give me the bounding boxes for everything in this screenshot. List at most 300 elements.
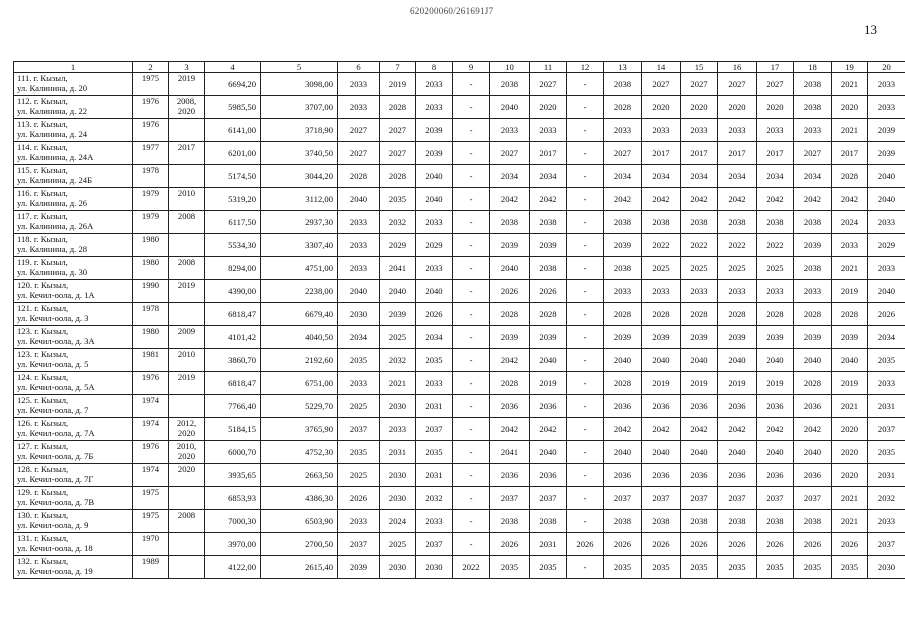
- renovation-year-cell: [169, 533, 205, 556]
- cell-col-12: -: [567, 326, 604, 349]
- cell-col-8: 2035: [416, 441, 453, 464]
- column-number-19: 19: [832, 62, 868, 73]
- cell-col-14: 2038: [642, 510, 681, 533]
- column-number-11: 11: [530, 62, 567, 73]
- cell-col-12: -: [567, 188, 604, 211]
- cell-col-5: 3707,00: [261, 96, 338, 119]
- cell-col-19: 2021: [832, 395, 868, 418]
- address-cell: [14, 326, 133, 349]
- cell-col-18: 2040: [794, 349, 832, 372]
- renovation-year-cell: [169, 257, 205, 280]
- cell-col-17: 2025: [757, 257, 794, 280]
- renovation-year-line: 2020: [177, 464, 196, 474]
- cell-col-19: 2021: [832, 510, 868, 533]
- cell-col-12: -: [567, 280, 604, 303]
- cell-col-6: 2039: [338, 556, 380, 579]
- cell-col-16: 2034: [718, 165, 757, 188]
- cell-col-6: 2035: [338, 441, 380, 464]
- cell-col-13: 2038: [604, 257, 642, 280]
- address-line-street: ул. Кечил-оола, д. 18: [17, 543, 93, 553]
- cell-col-6: 2033: [338, 211, 380, 234]
- cell-col-6: 2033: [338, 73, 380, 96]
- cell-col-12: -: [567, 418, 604, 441]
- cell-col-4: 7766,40: [205, 395, 261, 418]
- cell-col-6: 2033: [338, 257, 380, 280]
- cell-col-12: -: [567, 464, 604, 487]
- cell-col-17: 2026: [757, 533, 794, 556]
- cell-col-17: 2028: [757, 303, 794, 326]
- cell-col-12: -: [567, 73, 604, 96]
- cell-col-20: 2037: [868, 533, 905, 556]
- cell-col-20: 2030: [868, 556, 905, 579]
- cell-col-20: 2040: [868, 165, 905, 188]
- cell-col-6: 2033: [338, 234, 380, 257]
- cell-col-13: 2033: [604, 119, 642, 142]
- cell-col-4: 3935,65: [205, 464, 261, 487]
- cell-col-12: -: [567, 257, 604, 280]
- table-row: [14, 234, 905, 257]
- address-line-city: 123. г. Кызыл,: [17, 326, 69, 336]
- cell-col-15: 2038: [681, 510, 718, 533]
- renovation-year-cell: [169, 510, 205, 533]
- cell-col-5: 2615,40: [261, 556, 338, 579]
- cell-col-12: -: [567, 487, 604, 510]
- column-number-17: 17: [757, 62, 794, 73]
- renovation-year-line: 2019: [177, 73, 196, 83]
- cell-col-18: 2038: [794, 211, 832, 234]
- cell-col-17: 2038: [757, 510, 794, 533]
- cell-col-15: 2038: [681, 211, 718, 234]
- cell-col-20: 2029: [868, 234, 905, 257]
- cell-col-4: 6000,70: [205, 441, 261, 464]
- table-row: [14, 73, 905, 96]
- table-row: [14, 510, 905, 533]
- address-cell: [14, 142, 133, 165]
- address-line-street: ул. Кечил-оола, д. 3А: [17, 336, 95, 346]
- cell-col-7: 2035: [380, 188, 416, 211]
- cell-col-12: -: [567, 303, 604, 326]
- cell-col-8: 2033: [416, 510, 453, 533]
- cell-col-8: 2039: [416, 142, 453, 165]
- renovation-year-cell: [169, 556, 205, 579]
- cell-col-19: 2021: [832, 119, 868, 142]
- cell-col-13: 2040: [604, 441, 642, 464]
- cell-col-7: 2028: [380, 165, 416, 188]
- cell-col-20: 2026: [868, 303, 905, 326]
- table-row: [14, 165, 905, 188]
- cell-col-16: 2019: [718, 372, 757, 395]
- address-line-street: ул. Калинина, д. 26А: [17, 221, 94, 231]
- cell-col-12: -: [567, 119, 604, 142]
- address-line-street: ул. Калинина, д. 24: [17, 129, 88, 139]
- cell-col-12: 2026: [567, 533, 604, 556]
- cell-col-10: 2042: [490, 418, 530, 441]
- address-cell: [14, 372, 133, 395]
- cell-col-18: 2028: [794, 372, 832, 395]
- cell-col-14: 2025: [642, 257, 681, 280]
- cell-col-15: 2020: [681, 96, 718, 119]
- address-line-city: 114. г. Кызыл,: [17, 142, 68, 152]
- cell-col-6: 2037: [338, 533, 380, 556]
- cell-col-13: 2042: [604, 418, 642, 441]
- cell-col-12: -: [567, 211, 604, 234]
- renovation-year-line: 2020: [177, 106, 196, 116]
- address-line-city: 126. г. Кызыл,: [17, 418, 69, 428]
- address-line-city: 115. г. Кызыл,: [17, 165, 68, 175]
- address-line-city: 132. г. Кызыл,: [17, 556, 69, 566]
- cell-col-13: 2039: [604, 234, 642, 257]
- cell-col-15: 2026: [681, 533, 718, 556]
- address-cell: [14, 211, 133, 234]
- cell-col-14: 2034: [642, 165, 681, 188]
- renovation-year-line: 2019: [177, 372, 196, 382]
- cell-col-4: 6818,47: [205, 303, 261, 326]
- cell-col-9: -: [453, 349, 490, 372]
- renovation-year-cell: [169, 372, 205, 395]
- cell-col-20: 2033: [868, 211, 905, 234]
- cell-col-7: 2029: [380, 234, 416, 257]
- cell-col-16: 2033: [718, 280, 757, 303]
- cell-col-15: 2036: [681, 395, 718, 418]
- renovation-year-line: 2020: [177, 451, 196, 461]
- cell-col-13: 2037: [604, 487, 642, 510]
- cell-col-10: 2039: [490, 234, 530, 257]
- renovation-year-cell: [169, 234, 205, 257]
- cell-col-11: 2028: [530, 303, 567, 326]
- cell-col-8: 2033: [416, 73, 453, 96]
- cell-col-15: 2042: [681, 188, 718, 211]
- cell-col-13: 2039: [604, 326, 642, 349]
- cell-col-9: -: [453, 303, 490, 326]
- repair-schedule-table: [13, 61, 905, 579]
- cell-col-5: 4752,30: [261, 441, 338, 464]
- cell-col-8: 2033: [416, 211, 453, 234]
- cell-col-5: 3765,90: [261, 418, 338, 441]
- address-line-street: ул. Калинина, д. 20: [17, 83, 88, 93]
- cell-col-4: 5174,50: [205, 165, 261, 188]
- cell-col-10: 2033: [490, 119, 530, 142]
- cell-col-8: 2037: [416, 418, 453, 441]
- cell-col-9: -: [453, 119, 490, 142]
- cell-col-7: 2032: [380, 211, 416, 234]
- cell-col-5: 6503,90: [261, 510, 338, 533]
- cell-col-4: 8294,00: [205, 257, 261, 280]
- cell-col-4: 6818,47: [205, 372, 261, 395]
- cell-col-5: 4040,50: [261, 326, 338, 349]
- cell-col-6: 2034: [338, 326, 380, 349]
- table-row: [14, 349, 905, 372]
- cell-col-15: 2036: [681, 464, 718, 487]
- renovation-year-cell: [169, 211, 205, 234]
- cell-col-20: 2032: [868, 487, 905, 510]
- construction-year-cell: 1980: [133, 326, 169, 349]
- cell-col-20: 2033: [868, 257, 905, 280]
- cell-col-8: 2040: [416, 165, 453, 188]
- cell-col-11: 2038: [530, 257, 567, 280]
- cell-col-16: 2039: [718, 326, 757, 349]
- table-body: [14, 73, 905, 579]
- cell-col-17: 2035: [757, 556, 794, 579]
- renovation-year-cell: [169, 418, 205, 441]
- address-cell: [14, 96, 133, 119]
- cell-col-16: 2026: [718, 533, 757, 556]
- cell-col-11: 2042: [530, 418, 567, 441]
- cell-col-20: 2039: [868, 119, 905, 142]
- construction-year-cell: 1977: [133, 142, 169, 165]
- cell-col-8: 2040: [416, 188, 453, 211]
- cell-col-11: 2026: [530, 280, 567, 303]
- table-row: [14, 395, 905, 418]
- address-cell: [14, 441, 133, 464]
- cell-col-6: 2033: [338, 96, 380, 119]
- cell-col-13: 2035: [604, 556, 642, 579]
- cell-col-9: -: [453, 188, 490, 211]
- cell-col-7: 2031: [380, 441, 416, 464]
- cell-col-19: 2021: [832, 73, 868, 96]
- construction-year-cell: 1970: [133, 533, 169, 556]
- cell-col-8: 2037: [416, 533, 453, 556]
- cell-col-14: 2026: [642, 533, 681, 556]
- cell-col-13: 2040: [604, 349, 642, 372]
- cell-col-6: 2025: [338, 464, 380, 487]
- cell-col-7: 2024: [380, 510, 416, 533]
- column-number-4: 4: [205, 62, 261, 73]
- cell-col-7: 2030: [380, 395, 416, 418]
- cell-col-14: 2022: [642, 234, 681, 257]
- cell-col-7: 2028: [380, 96, 416, 119]
- cell-col-9: -: [453, 418, 490, 441]
- address-line-street: ул. Кечил-оола, д. 7Б: [17, 451, 94, 461]
- cell-col-13: 2026: [604, 533, 642, 556]
- cell-col-6: 2030: [338, 303, 380, 326]
- cell-col-18: 2038: [794, 510, 832, 533]
- cell-col-11: 2038: [530, 510, 567, 533]
- cell-col-17: 2036: [757, 464, 794, 487]
- table-row: [14, 418, 905, 441]
- cell-col-7: 2027: [380, 142, 416, 165]
- cell-col-8: 2031: [416, 464, 453, 487]
- cell-col-15: 2042: [681, 418, 718, 441]
- address-line-street: ул. Кечил-оола, д. 7Г: [17, 474, 94, 484]
- cell-col-9: -: [453, 211, 490, 234]
- construction-year-cell: 1990: [133, 280, 169, 303]
- address-line-city: 129. г. Кызыл,: [17, 487, 69, 497]
- renovation-year-cell: [169, 73, 205, 96]
- cell-col-8: 2035: [416, 349, 453, 372]
- column-number-3: 3: [169, 62, 205, 73]
- table-row: [14, 533, 905, 556]
- address-line-city: 124. г. Кызыл,: [17, 372, 69, 382]
- cell-col-19: 2042: [832, 188, 868, 211]
- cell-col-13: 2028: [604, 96, 642, 119]
- construction-year-cell: 1976: [133, 441, 169, 464]
- cell-col-9: -: [453, 395, 490, 418]
- column-number-13: 13: [604, 62, 642, 73]
- cell-col-19: 2020: [832, 418, 868, 441]
- cell-col-18: 2042: [794, 418, 832, 441]
- cell-col-14: 2040: [642, 441, 681, 464]
- cell-col-8: 2034: [416, 326, 453, 349]
- cell-col-12: -: [567, 234, 604, 257]
- cell-col-11: 2040: [530, 441, 567, 464]
- cell-col-9: -: [453, 487, 490, 510]
- renovation-year-line: 2017: [177, 142, 196, 152]
- cell-col-19: 2039: [832, 326, 868, 349]
- cell-col-11: 2035: [530, 556, 567, 579]
- construction-year-cell: 1981: [133, 349, 169, 372]
- cell-col-20: 2033: [868, 372, 905, 395]
- cell-col-9: -: [453, 73, 490, 96]
- cell-col-9: -: [453, 165, 490, 188]
- cell-col-18: 2042: [794, 188, 832, 211]
- cell-col-8: 2031: [416, 395, 453, 418]
- cell-col-15: 2022: [681, 234, 718, 257]
- construction-year-cell: 1978: [133, 165, 169, 188]
- column-number-15: 15: [681, 62, 718, 73]
- cell-col-9: -: [453, 326, 490, 349]
- address-line-city: 127. г. Кызыл,: [17, 441, 69, 451]
- address-cell: [14, 280, 133, 303]
- cell-col-6: 2028: [338, 165, 380, 188]
- cell-col-15: 2039: [681, 326, 718, 349]
- cell-col-18: 2037: [794, 487, 832, 510]
- cell-col-5: 3044,20: [261, 165, 338, 188]
- renovation-year-line: 2008,: [176, 96, 197, 106]
- address-line-city: 116. г. Кызыл,: [17, 188, 68, 198]
- cell-col-11: 2033: [530, 119, 567, 142]
- construction-year-cell: 1975: [133, 73, 169, 96]
- address-cell: [14, 395, 133, 418]
- cell-col-19: 2019: [832, 280, 868, 303]
- cell-col-17: 2033: [757, 280, 794, 303]
- cell-col-16: 2042: [718, 418, 757, 441]
- address-cell: [14, 510, 133, 533]
- cell-col-19: 2024: [832, 211, 868, 234]
- column-number-5: 5: [261, 62, 338, 73]
- cell-col-16: 2020: [718, 96, 757, 119]
- cell-col-11: 2037: [530, 487, 567, 510]
- address-line-street: ул. Калинина, д. 30: [17, 267, 88, 277]
- construction-year-cell: 1975: [133, 487, 169, 510]
- cell-col-9: -: [453, 372, 490, 395]
- column-number-8: 8: [416, 62, 453, 73]
- address-line-street: ул. Кечил-оола, д. 3: [17, 313, 89, 323]
- cell-col-6: 2027: [338, 142, 380, 165]
- cell-col-8: 2033: [416, 372, 453, 395]
- address-line-street: ул. Калинина, д. 22: [17, 106, 88, 116]
- address-line-street: ул. Кечил-оола, д. 7: [17, 405, 89, 415]
- renovation-year-line: 2012,: [176, 418, 197, 428]
- construction-year-cell: 1976: [133, 372, 169, 395]
- cell-col-14: 2033: [642, 280, 681, 303]
- construction-year-cell: 1980: [133, 234, 169, 257]
- address-line-city: 123. г. Кызыл,: [17, 349, 69, 359]
- cell-col-8: 2032: [416, 487, 453, 510]
- cell-col-10: 2042: [490, 349, 530, 372]
- cell-col-11: 2031: [530, 533, 567, 556]
- cell-col-13: 2027: [604, 142, 642, 165]
- cell-col-16: 2040: [718, 349, 757, 372]
- cell-col-19: 2021: [832, 487, 868, 510]
- address-cell: [14, 303, 133, 326]
- cell-col-4: 5534,30: [205, 234, 261, 257]
- cell-col-13: 2028: [604, 303, 642, 326]
- cell-col-16: 2025: [718, 257, 757, 280]
- cell-col-6: 2027: [338, 119, 380, 142]
- cell-col-20: 2040: [868, 188, 905, 211]
- cell-col-7: 2019: [380, 73, 416, 96]
- table-row: [14, 280, 905, 303]
- cell-col-19: 2017: [832, 142, 868, 165]
- cell-col-6: 2033: [338, 372, 380, 395]
- cell-col-15: 2040: [681, 349, 718, 372]
- cell-col-14: 2036: [642, 464, 681, 487]
- address-line-street: ул. Калинина, д. 26: [17, 198, 88, 208]
- cell-col-7: 2025: [380, 533, 416, 556]
- renovation-year-line: 2008: [177, 510, 196, 520]
- cell-col-4: 7000,30: [205, 510, 261, 533]
- cell-col-17: 2033: [757, 119, 794, 142]
- address-cell: [14, 556, 133, 579]
- cell-col-14: 2039: [642, 326, 681, 349]
- cell-col-10: 2039: [490, 326, 530, 349]
- cell-col-4: 4122,00: [205, 556, 261, 579]
- cell-col-18: 2038: [794, 73, 832, 96]
- renovation-year-cell: [169, 395, 205, 418]
- construction-year-cell: 1974: [133, 395, 169, 418]
- cell-col-20: 2040: [868, 280, 905, 303]
- cell-col-5: 3718,90: [261, 119, 338, 142]
- table-row: [14, 372, 905, 395]
- construction-year-cell: 1978: [133, 303, 169, 326]
- cell-col-15: 2040: [681, 441, 718, 464]
- cell-col-10: 2038: [490, 510, 530, 533]
- table-row: [14, 464, 905, 487]
- cell-col-11: 2042: [530, 188, 567, 211]
- cell-col-15: 2033: [681, 119, 718, 142]
- cell-col-16: 2040: [718, 441, 757, 464]
- cell-col-8: 2039: [416, 119, 453, 142]
- address-line-street: ул. Кечил-оола, д. 19: [17, 566, 93, 576]
- address-line-city: 125. г. Кызыл,: [17, 395, 69, 405]
- cell-col-5: 6751,00: [261, 372, 338, 395]
- cell-col-15: 2035: [681, 556, 718, 579]
- address-cell: [14, 487, 133, 510]
- cell-col-15: 2034: [681, 165, 718, 188]
- column-number-10: 10: [490, 62, 530, 73]
- cell-col-18: 2033: [794, 119, 832, 142]
- cell-col-5: 3740,50: [261, 142, 338, 165]
- cell-col-18: 2034: [794, 165, 832, 188]
- address-line-city: 117. г. Кызыл,: [17, 211, 68, 221]
- renovation-year-line: 2008: [177, 257, 196, 267]
- table-row: [14, 303, 905, 326]
- construction-year-cell: 1976: [133, 96, 169, 119]
- address-line-street: ул. Кечил-оола, д. 1А: [17, 290, 95, 300]
- cell-col-7: 2030: [380, 487, 416, 510]
- column-number-12: 12: [567, 62, 604, 73]
- cell-col-16: 2038: [718, 510, 757, 533]
- cell-col-11: 2036: [530, 464, 567, 487]
- renovation-year-cell: [169, 441, 205, 464]
- cell-col-18: 2033: [794, 280, 832, 303]
- cell-col-10: 2040: [490, 96, 530, 119]
- cell-col-5: 2700,50: [261, 533, 338, 556]
- cell-col-16: 2028: [718, 303, 757, 326]
- address-cell: [14, 257, 133, 280]
- cell-col-19: 2020: [832, 441, 868, 464]
- cell-col-16: 2036: [718, 395, 757, 418]
